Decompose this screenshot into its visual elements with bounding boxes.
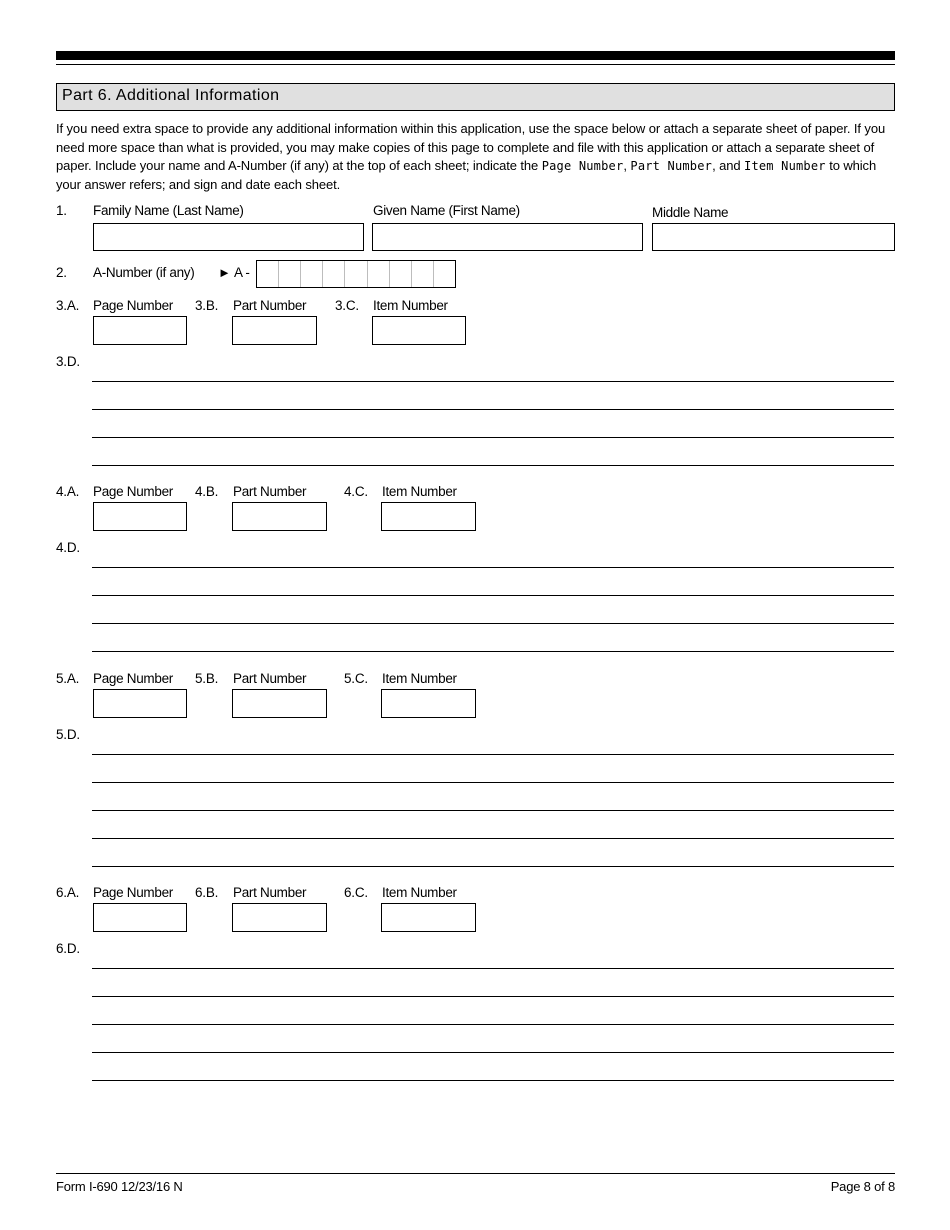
given-name-input[interactable] xyxy=(373,224,642,250)
given-name-field[interactable] xyxy=(372,223,643,251)
arrow-right-icon: ► xyxy=(218,265,231,280)
group-3-part-number-field[interactable] xyxy=(232,316,317,345)
group-6-part-number-input[interactable] xyxy=(233,904,326,931)
group-3-answer-line[interactable] xyxy=(92,381,894,382)
family-name-label: Family Name (Last Name) xyxy=(93,203,244,218)
group-5-d-number: 5.D. xyxy=(56,727,80,742)
group-3-answer-line[interactable] xyxy=(92,465,894,466)
a-number-cell[interactable] xyxy=(257,261,279,287)
group-3-page-number-input[interactable] xyxy=(94,317,186,344)
group-4-c-number: 4.C. xyxy=(344,484,368,499)
a-number-cell[interactable] xyxy=(323,261,345,287)
group-4-part-number-field[interactable] xyxy=(232,502,327,531)
group-5-part-label: Part Number xyxy=(233,671,307,686)
group-4-d-number: 4.D. xyxy=(56,540,80,555)
group-6-page-number-field[interactable] xyxy=(93,903,187,932)
group-6-page-label: Page Number xyxy=(93,885,173,900)
group-4-answer-line[interactable] xyxy=(92,623,894,624)
group-5-a-number: 5.A. xyxy=(56,671,80,686)
group-3-part-number-input[interactable] xyxy=(233,317,316,344)
group-6-a-number: 6.A. xyxy=(56,885,80,900)
instructions-paragraph: If you need extra space to provide any additional information within this application, use the space below or attach a separate sheet of paper. If you need more space than what is provided, you may make copies of this page to complete and file with this application or attach a separate sheet of paper. Include your name and A-Number (if any) at the top of each sheet; indicate the Page Number, Part Number, and Item Number to which your answer refers; and sign and date each sheet. xyxy=(56,121,886,192)
group-5-answer-line[interactable] xyxy=(92,754,894,755)
group-4-item-label: Item Number xyxy=(382,484,457,499)
group-5-page-label: Page Number xyxy=(93,671,173,686)
group-5-c-number: 5.C. xyxy=(344,671,368,686)
group-6-b-number: 6.B. xyxy=(195,885,219,900)
given-name-label: Given Name (First Name) xyxy=(373,203,520,218)
group-6-item-number-input[interactable] xyxy=(382,904,475,931)
instr-item-number: Item Number xyxy=(744,159,826,173)
a-number-cell[interactable] xyxy=(345,261,367,287)
group-6-answer-line[interactable] xyxy=(92,1052,894,1053)
a-number-cell[interactable] xyxy=(301,261,323,287)
page-indicator: Page 8 of 8 xyxy=(830,1179,895,1194)
group-5-page-number-field[interactable] xyxy=(93,689,187,718)
group-5-item-number-input[interactable] xyxy=(382,690,475,717)
group-6-answer-line[interactable] xyxy=(92,1024,894,1025)
group-5-part-number-field[interactable] xyxy=(232,689,327,718)
group-4-a-number: 4.A. xyxy=(56,484,80,499)
group-4-answer-line[interactable] xyxy=(92,595,894,596)
group-4-page-number-field[interactable] xyxy=(93,502,187,531)
part-header xyxy=(56,83,895,111)
group-4-item-number-field[interactable] xyxy=(381,502,476,531)
group-5-item-number-field[interactable] xyxy=(381,689,476,718)
top-thick-rule xyxy=(56,51,895,60)
a-number-cell[interactable] xyxy=(412,261,434,287)
group-3-page-label: Page Number xyxy=(93,298,173,313)
group-5-answer-line[interactable] xyxy=(92,782,894,783)
a-number-cell[interactable] xyxy=(434,261,455,287)
group-4-page-label: Page Number xyxy=(93,484,173,499)
family-name-field[interactable] xyxy=(93,223,364,251)
group-6-part-label: Part Number xyxy=(233,885,307,900)
group-6-c-number: 6.C. xyxy=(344,885,368,900)
a-number-cell[interactable] xyxy=(279,261,301,287)
group-6-part-number-field[interactable] xyxy=(232,903,327,932)
group-5-page-number-input[interactable] xyxy=(94,690,186,717)
group-6-d-number: 6.D. xyxy=(56,941,80,956)
form-identifier: Form I-690 12/23/16 N xyxy=(56,1179,183,1194)
group-4-answer-line[interactable] xyxy=(92,651,894,652)
group-4-item-number-input[interactable] xyxy=(382,503,475,530)
middle-name-field[interactable] xyxy=(652,223,895,251)
group-5-answer-line[interactable] xyxy=(92,838,894,839)
group-3-c-number: 3.C. xyxy=(335,298,359,313)
group-4-b-number: 4.B. xyxy=(195,484,219,499)
group-5-answer-line[interactable] xyxy=(92,810,894,811)
group-6-item-number-field[interactable] xyxy=(381,903,476,932)
group-3-item-number-input[interactable] xyxy=(373,317,465,344)
a-number-cell[interactable] xyxy=(368,261,390,287)
group-6-item-label: Item Number xyxy=(382,885,457,900)
group-6-answer-line[interactable] xyxy=(92,1080,894,1081)
group-4-page-number-input[interactable] xyxy=(94,503,186,530)
instr-page-number: Page Number xyxy=(541,159,624,173)
part-title: Part 6. Additional Information xyxy=(62,87,280,104)
group-4-part-number-input[interactable] xyxy=(233,503,326,530)
item-2-number: 2. xyxy=(56,265,67,280)
item-1-number: 1. xyxy=(56,203,67,218)
group-4-part-label: Part Number xyxy=(233,484,307,499)
group-3-d-number: 3.D. xyxy=(56,354,80,369)
a-number-field[interactable] xyxy=(256,260,456,288)
group-3-a-number: 3.A. xyxy=(56,298,80,313)
family-name-input[interactable] xyxy=(94,224,363,250)
a-number-label: A-Number (if any) xyxy=(93,265,195,280)
group-3-item-label: Item Number xyxy=(373,298,448,313)
group-3-item-number-field[interactable] xyxy=(372,316,466,345)
group-5-answer-line[interactable] xyxy=(92,866,894,867)
group-6-answer-line[interactable] xyxy=(92,968,894,969)
top-thin-rule xyxy=(56,64,895,65)
group-3-part-label: Part Number xyxy=(233,298,307,313)
group-4-answer-line[interactable] xyxy=(92,567,894,568)
group-6-answer-line[interactable] xyxy=(92,996,894,997)
footer-rule xyxy=(56,1173,895,1174)
group-5-part-number-input[interactable] xyxy=(233,690,326,717)
group-3-answer-line[interactable] xyxy=(92,437,894,438)
a-number-prefix: A - xyxy=(234,265,250,280)
a-number-cell[interactable] xyxy=(390,261,412,287)
group-6-page-number-input[interactable] xyxy=(94,904,186,931)
group-3-b-number: 3.B. xyxy=(195,298,219,313)
group-5-b-number: 5.B. xyxy=(195,671,219,686)
middle-name-label: Middle Name xyxy=(652,205,729,220)
group-3-page-number-field[interactable] xyxy=(93,316,187,345)
group-5-item-label: Item Number xyxy=(382,671,457,686)
group-3-answer-line[interactable] xyxy=(92,409,894,410)
middle-name-input[interactable] xyxy=(653,224,894,250)
instr-part-number: Part Number xyxy=(630,159,713,173)
